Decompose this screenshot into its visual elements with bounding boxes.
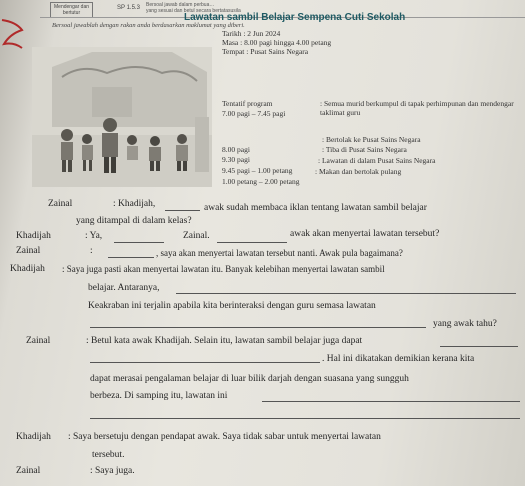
- speaker-zainal-2: Zainal: [16, 246, 41, 256]
- line-khadijah-2b: belajar. Antaranya,: [88, 283, 160, 293]
- standard-code: SP 1.5.3: [117, 5, 140, 11]
- pen-scribble: [0, 16, 40, 52]
- blank-5: [176, 293, 516, 294]
- line-zainal-3b: . Hal ini dikatakan demikian kerana kita: [322, 354, 475, 364]
- schedule-activity-3: : Tiba di Pusat Sains Negara: [322, 145, 407, 154]
- schedule-time-3: 9.30 pagi: [222, 155, 250, 164]
- blank-7: [440, 346, 518, 347]
- line-zainal-2a: :: [90, 246, 93, 256]
- skill-box-line-2: bertutur: [62, 10, 81, 16]
- line-zainal-1a: : Khadijah,: [113, 199, 156, 209]
- schedule-activity-2: : Bertolak ke Pusat Sains Negara: [322, 135, 421, 144]
- schedule-activity-1-text: : Semua murid berkumpul di tapak perhimpunan dan mendengar taklimat guru: [320, 99, 514, 117]
- line-khadijah-3a: : Saya bersetuju dengan pendapat awak. Saya tidak sabar untuk menyertai lawatan: [68, 432, 381, 442]
- skill-box: [50, 2, 93, 18]
- poster-date: Tarikh : 2 Jun 2024: [222, 29, 281, 38]
- blank-10: [90, 418, 520, 419]
- line-zainal-3c: dapat merasai pengalaman belajar di luar bilik darjah dengan suasana yang sungguh: [90, 374, 409, 384]
- blank-4: [108, 257, 154, 258]
- line-khadijah-1a: : Ya,: [85, 231, 103, 241]
- schedule-activity-4: : Lawatan di dalam Pusat Sains Negara: [318, 156, 436, 165]
- tentatif-label: Tentatif program: [222, 99, 273, 108]
- line-khadijah-1c: awak akan menyertai lawatan tersebut?: [290, 229, 440, 239]
- line-zainal-3a: : Betul kata awak Khadijah. Selain itu, lawatan sambil belajar juga dapat: [86, 336, 363, 346]
- line-khadijah-3b: tersebut.: [92, 450, 125, 460]
- schedule-activity-5: : Makan dan bertolak pulang: [315, 167, 402, 176]
- schedule-activity-1: [320, 99, 516, 117]
- speaker-khadijah-2: Khadijah: [10, 264, 45, 274]
- schedule-time-4: 9.45 pagi – 1.00 petang: [222, 166, 293, 175]
- blank-8: [90, 362, 320, 363]
- standard-description-line-1: Bersoal jawab dalam perbua…: [146, 2, 215, 8]
- poster-venue: Tempat : Pusat Sains Negara: [222, 47, 309, 56]
- line-khadijah-2c: Keakraban ini terjalin apabila kita berinteraksi dengan guru semasa lawatan: [88, 301, 376, 311]
- line-zainal-1c: yang ditampal di dalam kelas?: [76, 216, 192, 226]
- standard-description-line-2: yang sesuai dan betul secara bertatasusila: [146, 8, 241, 14]
- blank-3: [217, 242, 287, 243]
- skill-box-line-1: Mendengar dan: [54, 4, 90, 10]
- speaker-zainal-3: Zainal: [26, 336, 51, 346]
- blank-9: [262, 401, 520, 402]
- schedule-time-1: 7.00 pagi – 7.45 pagi: [222, 109, 286, 118]
- line-khadijah-2a: : Saya juga pasti akan menyertai lawatan itu. Banyak kelebihan menyertai lawatan sambil: [62, 264, 385, 274]
- blank-6: [90, 327, 426, 328]
- speaker-zainal-1: Zainal: [48, 199, 73, 209]
- field-trip-illustration: [32, 47, 212, 187]
- schedule-time-5: 1.00 petang – 2.00 petang: [222, 177, 300, 186]
- blank-2: [114, 242, 164, 243]
- speaker-zainal-4: Zainal: [16, 466, 41, 476]
- poster-title: Lawatan sambil Belajar Sempena Cuti Sekolah: [184, 12, 406, 23]
- field-trip-scene-drawing: [32, 47, 212, 187]
- line-khadijah-2d: yang awak tahu?: [433, 319, 497, 329]
- schedule-time-2: 8.00 pagi: [222, 145, 250, 154]
- line-zainal-1b: awak sudah membaca iklan tentang lawatan sambil belajar: [204, 203, 427, 213]
- line-zainal-4a: : Saya juga.: [90, 466, 135, 476]
- speaker-khadijah-3: Khadijah: [16, 432, 51, 442]
- speaker-khadijah-1: Khadijah: [16, 231, 51, 241]
- instruction-text: Bersoal jawablah dengan rakan anda berdasarkan maklumat yang diberi.: [52, 22, 245, 29]
- blank-1: [165, 210, 200, 211]
- poster-info: [222, 29, 331, 56]
- line-zainal-2b: , saya akan menyertai lawatan tersebut nanti. Awak pula bagaimana?: [156, 248, 403, 258]
- line-zainal-3d: berbeza. Di samping itu, lawatan ini: [90, 391, 228, 401]
- poster-time: Masa : 8.00 pagi hingga 4.00 petang: [222, 38, 332, 47]
- line-khadijah-1b: Zainal.: [183, 231, 210, 241]
